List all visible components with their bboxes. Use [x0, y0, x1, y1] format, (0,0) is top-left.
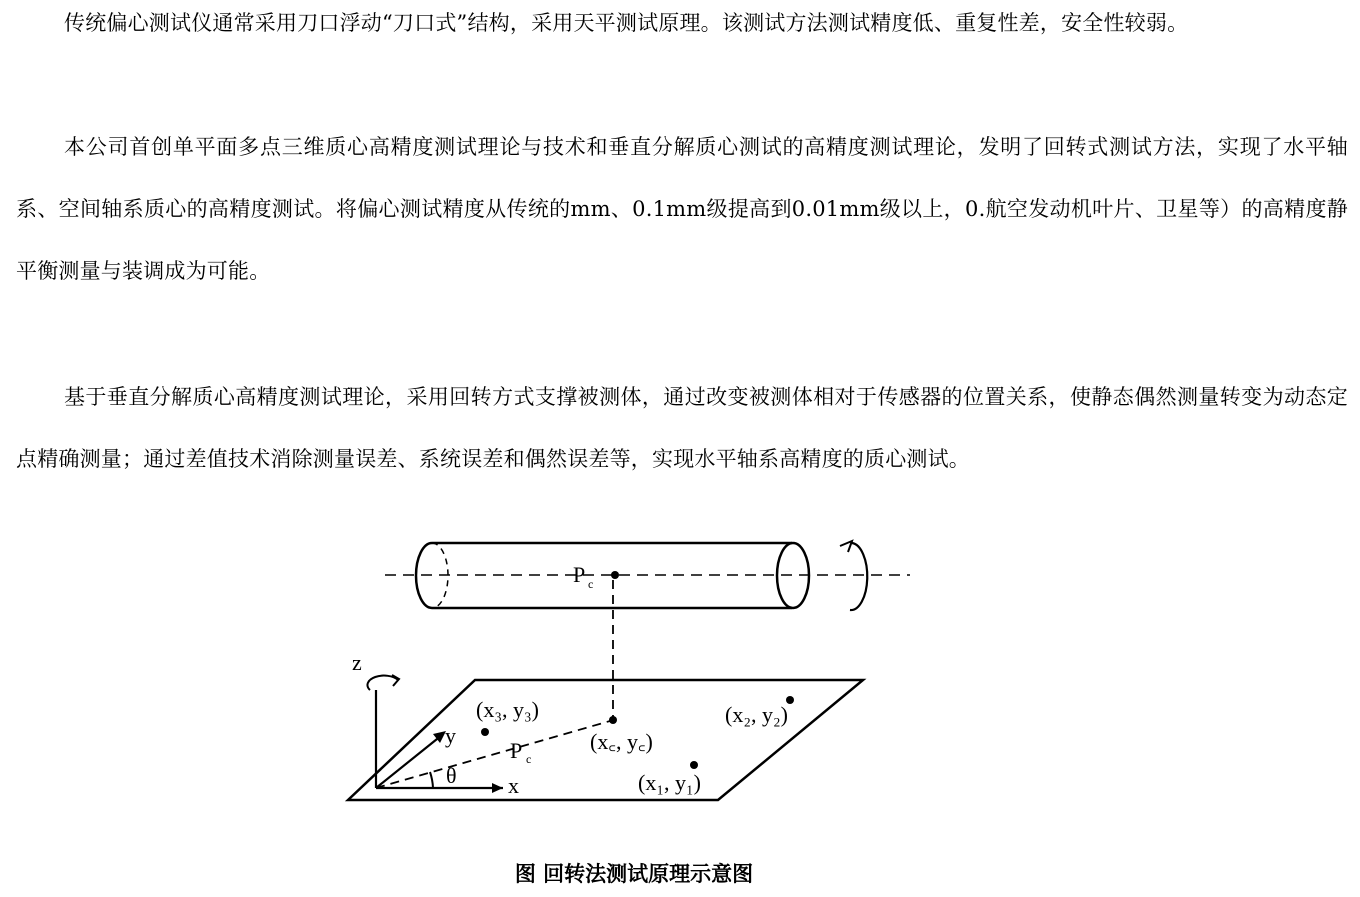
z-rotation-icon: [367, 675, 399, 690]
y-axis-label: y: [445, 723, 456, 748]
pc-vector: [376, 721, 610, 788]
rotation-method-diagram: [330, 520, 930, 820]
paragraph-1: 传统偏心测试仪通常采用刀口浮动“刀口式”结构，采用天平测试原理。该测试方法测试精度低、重复性差，安全性较弱。: [64, 11, 1189, 35]
paragraph-3: 基于垂直分解质心高精度测试理论，采用回转方式支撑被测体，通过改变被测体相对于传感器的位置关系，使静态偶然测量转变为动态定点精确测量；通过差值技术消除测量误差、系统误差和偶然误差等，实现水平轴系高精度的质心测试。: [16, 385, 1348, 471]
x-axis-label: x: [508, 773, 519, 798]
point-c-label: (x꜀, y꜀): [590, 729, 653, 754]
point-c: [609, 716, 617, 724]
pc-top-point: [611, 571, 619, 579]
z-axis-label: z: [352, 650, 362, 675]
pc-vector-label: P: [510, 738, 523, 763]
point-3-label: (x₃, y₃): [476, 697, 539, 722]
point-1-label: (x₁, y₁): [638, 770, 701, 795]
pc-top-label: P: [573, 562, 586, 587]
pc-top-subscript: c: [588, 577, 594, 591]
pc-vector-subscript: c: [526, 752, 532, 766]
figure-caption: 图 回转法测试原理示意图: [514, 861, 754, 886]
paragraph-2: 本公司首创单平面多点三维质心高精度测试理论与技术和垂直分解质心测试的高精度测试理论，发明了回转式测试方法，实现了水平轴系、空间轴系质心的高精度测试。将偏心测试精度从传统的mm、0.1mm级提高到0.01mm级以上，0.航空发动机叶片、卫星等）的高精度静平衡测量与装调成为可能。: [16, 135, 1348, 283]
point-3: [481, 728, 489, 736]
theta-arc: [430, 772, 433, 788]
theta-label: θ: [446, 763, 457, 788]
point-1: [690, 761, 698, 769]
point-2-label: (x₂, y₂): [725, 702, 788, 727]
